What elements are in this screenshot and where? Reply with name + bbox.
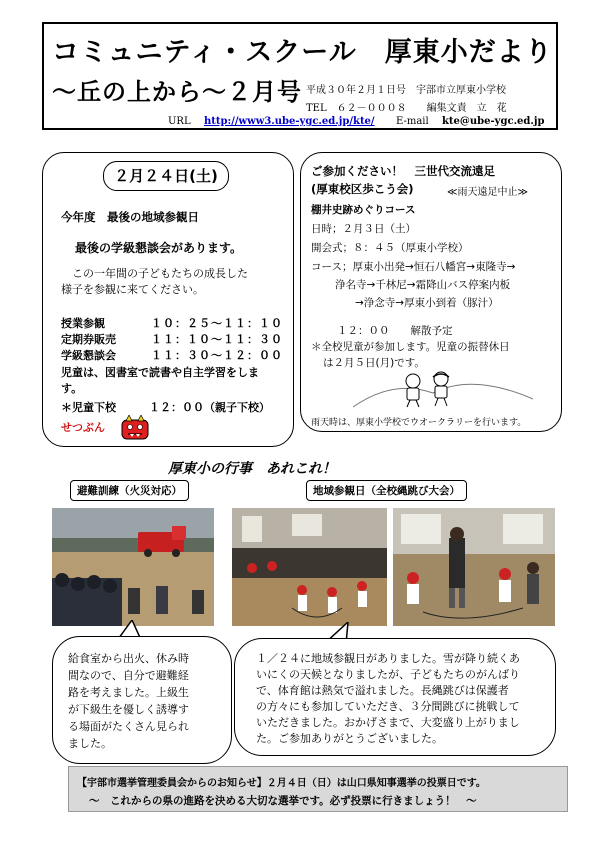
visit-note-line: 児童は、図書室で読書や自主学習をしま [61,366,259,379]
bubble-line: の方々にも参加していただき、３分間跳びに挑戦して [256,700,520,713]
bubble-line: ました。 [68,737,112,750]
schedule-time: １１：１０～１１：３０ [151,333,283,346]
setsubun-illustration [61,415,151,441]
course-name: 棚井史跡めぐりコース [311,204,416,216]
bubble-line: 給食室から出火、休み時 [68,652,189,665]
walk-heading-2: (厚東校区歩こう会) [311,182,414,196]
notice-line: ～ これからの県の進路を決める大切な選挙です。必ず投票に行きましょう！ ～ [89,795,477,807]
election-notice [68,766,568,812]
visit-date-badge: ２月２４日(土) [103,161,229,191]
bubble-line: 路を考えました。上級生 [68,686,189,699]
jump-rope-caption: 地域参観日（全校縄跳び大会） [306,480,467,501]
parents-jump-rope-photo [393,508,555,626]
walk-course-line: →浄念寺→厚東小到着（豚汁） [355,297,499,309]
tel-editor: TEL ６２－０００８ 編集文責 立 花 [306,103,507,114]
evacuation-bubble [52,636,232,764]
schedule-item: 定期券販売 [61,333,116,346]
visit-note-line: す。 [61,382,83,395]
walk-note-line: ＊全校児童が参加します。児童の振替休日 [311,341,510,353]
email-label: E-mail [396,116,429,127]
walk-end-time: １２：００ 解散予定 [337,325,453,337]
oni-mask-icon [119,415,151,441]
url-label: URL [168,116,191,127]
evacuation-drill-caption: 避難訓練（火災対応） [70,480,189,501]
newsletter-subtitle: ～丘の上から～２月号 [52,78,302,106]
walk-course-line: 浄名寺→千林尼→霜降山バス停案内板 [335,279,511,291]
visit-day-bubble [234,638,556,756]
notice-line: 【宇部市選挙管理委員会からのお知らせ】２月４日（日）は山口県知事選挙の投票日です。 [77,778,486,789]
walk-date: 日時；２月３日（土） [311,223,416,235]
walk-note-line: は２月５日(月)です。 [323,357,425,369]
walk-opening: 開会式；８：４５（厚東小学校） [311,242,469,254]
hiking-children-illustration [353,367,533,409]
walk-event-box [300,152,562,432]
issue-date-school: 平成３０年２月１日号 宇部市立厚東小学校 [306,85,506,96]
setsubun-label: せつぶん [61,421,105,434]
newsletter-title: コミュニティ・スクール 厚東小だより [52,37,553,68]
visit-intro-line: 様子を参観に来てください。 [61,283,204,296]
gym-jump-rope-photo [232,508,387,626]
bubble-line: 間なので、自分で避難経 [68,669,189,682]
bubble-line: た。ご参加ありがとうございました。 [256,732,443,745]
events-section-title: 厚東小の行事 あれこれ！ [168,461,336,477]
evacuation-drill-photo [52,508,214,626]
rain-cancel-note: ≪雨天遠足中止≫ [447,187,528,198]
dismissal-time: ＊児童下校 １２：００（親子下校） [61,401,270,414]
bubble-line: る場面がたくさん見られ [68,720,189,733]
bubble-line: で、体育館は熱気で溢れました。長縄跳びは保護者 [256,684,509,697]
visit-heading: 今年度 最後の地域参観日 [61,210,199,224]
schedule-time: １１：３０～１２：００ [151,349,283,362]
schedule-time: １０：２５～１１：１０ [151,317,283,330]
bubble-line: が下級生を優しく誘導す [68,703,189,716]
newsletter-header [42,22,558,130]
visit-day-box [42,152,294,447]
school-url-link[interactable]: http://www3.ube-ygc.ed.jp/kte/ [204,116,375,127]
visit-intro-line: この一年間の子どもたちの成長した [61,267,248,280]
bubble-line: １／２４に地域参観日がありました。雪が降り続くあ [256,652,520,665]
school-email: kte@ube-ygc.ed.jp [442,116,545,127]
schedule-item: 授業参観 [61,317,105,330]
visit-heading-2: 最後の学級懇談会があります。 [75,241,243,255]
bubble-line: いにくの天候となりましたが、子どもたちのがんばり [256,668,520,681]
bubble-line: いただきました。おかげさまで、大変盛り上がりまし [256,716,520,729]
rain-day-note: 雨天時は、厚東小学校でウオークラリーを行います。 [311,418,527,428]
walk-course-line: コース；厚東小出発→恒石八幡宮→東隆寺→ [311,261,516,273]
schedule-item: 学級懇談会 [61,349,116,362]
walk-heading: ご参加ください！ 三世代交流遠足 [311,164,495,178]
